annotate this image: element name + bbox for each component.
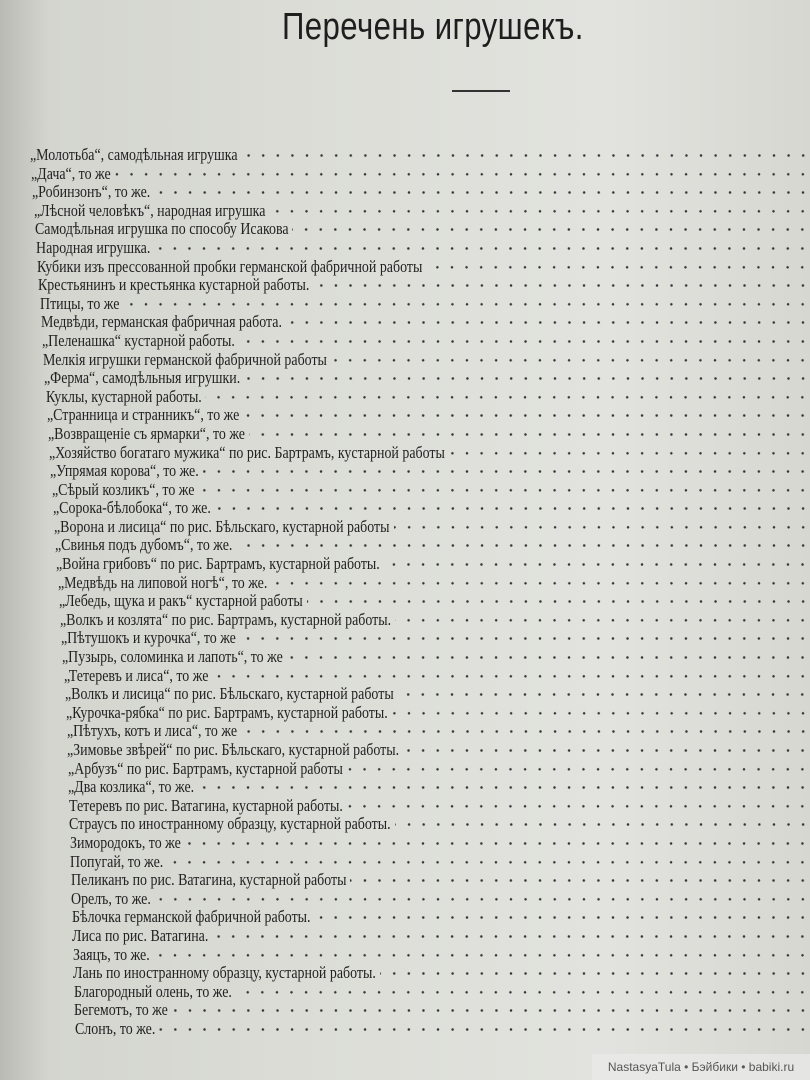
list-item — [0, 183, 810, 202]
dot-leader — [155, 183, 810, 202]
dot-leader — [380, 964, 810, 983]
list-item-text: Мелкія игрушки германской фабричной работы — [43, 350, 328, 369]
dot-leader — [287, 648, 810, 667]
list-item-text: Тетеревъ по рис. Ватагина, кустарной работы. — [68, 796, 343, 815]
dot-leader — [395, 815, 810, 834]
list-item-text: „Дача“, то же — [31, 164, 111, 183]
list-item-text: „Молотьба“, самодѣльная игрушка — [30, 146, 238, 164]
dot-leader — [271, 574, 810, 593]
list-item — [0, 648, 810, 667]
list-item-text: „Упрямая корова“, то же. — [50, 462, 200, 481]
list-item-text: „Возвращеніе съ ярмарки“, то же — [48, 424, 245, 443]
list-item — [0, 146, 810, 165]
dot-leader — [212, 667, 810, 686]
list-item-text: „Сорока-бѣлобока“, то же. — [52, 499, 211, 518]
page-title: Перечень игрушекъ. — [282, 6, 584, 48]
list-item — [0, 555, 810, 574]
dot-leader — [245, 369, 810, 388]
dot-leader — [235, 983, 810, 1002]
dot-leader — [242, 146, 810, 165]
list-item — [0, 741, 810, 760]
list-item — [0, 369, 810, 388]
list-item-text: Попугай, то же. — [70, 852, 164, 871]
list-item-text: Куклы, кустарной работы. — [45, 387, 202, 406]
list-item-text: „Тетеревъ и лиса“, то же — [63, 666, 208, 685]
dot-leader — [167, 853, 810, 872]
list-item-text: „Два козлика“, то же. — [68, 778, 195, 797]
list-item-text: Заяцъ, то же. — [72, 945, 150, 964]
list-item-text: Бегемотъ, то же — [74, 1001, 168, 1020]
dot-leader — [241, 722, 810, 741]
list-item — [0, 462, 810, 481]
list-item-text: „Ворона и лисица“ по рис. Бѣльскаго, кустарной работы — [54, 517, 390, 536]
dot-leader — [392, 704, 810, 723]
dot-leader — [240, 629, 810, 648]
toy-list — [0, 146, 810, 1039]
list-item — [0, 629, 810, 648]
list-item-text: „Волкъ и лисица“ по рис. Бѣльскаго, кустарной работы — [64, 685, 394, 704]
list-item — [0, 574, 810, 593]
list-item — [0, 202, 810, 221]
list-item — [0, 908, 810, 927]
dot-leader — [172, 1001, 810, 1020]
dot-leader — [395, 611, 810, 630]
dot-leader — [307, 592, 810, 611]
list-item — [0, 518, 810, 537]
list-item — [0, 351, 810, 370]
dot-leader — [123, 295, 810, 314]
list-item — [0, 388, 810, 407]
list-item-text: „Волкъ и козлята“ по рис. Бартрамъ, кустарной работы. — [60, 610, 392, 629]
list-item — [0, 927, 810, 946]
dot-leader — [249, 425, 810, 444]
dot-leader — [198, 778, 810, 797]
list-item — [0, 481, 810, 500]
list-item-text: „Робинзонъ“, то же. — [32, 183, 151, 202]
list-item — [0, 853, 810, 872]
list-item — [0, 536, 810, 555]
list-item — [0, 890, 810, 909]
list-item-text: Народная игрушка. — [36, 238, 151, 257]
list-item-text: Кубики изъ прессованной пробки германской фабричной работы — [37, 257, 423, 276]
dot-leader — [314, 276, 810, 295]
list-item-text: „Свинья подъ дубомъ“, то же. — [55, 536, 233, 555]
list-item-text: Птицы, то же — [39, 294, 120, 313]
list-item — [0, 685, 810, 704]
list-item-text: „Курочка-рябка“ по рис. Бартрамъ, кустарной работы. — [66, 703, 388, 722]
list-item-text: Самодѣльная игрушка по способу Исакова — [34, 220, 289, 239]
list-item — [0, 332, 810, 351]
list-item — [0, 499, 810, 518]
dot-leader — [397, 685, 810, 704]
dot-leader — [384, 555, 810, 574]
dot-leader — [292, 220, 810, 239]
list-item — [0, 239, 810, 258]
list-item — [0, 983, 810, 1002]
dot-leader — [215, 499, 810, 518]
list-item-text: „Лѣсной человѣкъ“, народная игрушка — [33, 201, 266, 220]
list-item-text: Зимородокъ, то же — [69, 833, 181, 852]
dot-leader — [198, 481, 810, 500]
list-item-text: „Зимовье звѣрей“ по рис. Бѣльскаго, кустарной работы. — [67, 741, 400, 759]
dot-leader — [212, 927, 810, 946]
list-item — [0, 964, 810, 983]
list-item-text: Благородный олень, то же. — [73, 982, 232, 1001]
dot-leader — [314, 908, 810, 927]
list-item-text: „Война грибовъ“ по рис. Бартрамъ, кустарной работы. — [56, 555, 381, 574]
dot-leader — [239, 332, 810, 351]
list-item-text: Лиса по рис. Ватагина. — [72, 926, 209, 945]
list-item-text: „Пѣтушокъ и курочка“, то же — [61, 629, 237, 648]
list-item — [0, 667, 810, 686]
list-item — [0, 592, 810, 611]
dot-leader — [205, 388, 810, 407]
list-item — [0, 406, 810, 425]
list-item — [0, 313, 810, 332]
list-item — [0, 425, 810, 444]
dot-leader — [346, 760, 810, 779]
list-item — [0, 165, 810, 184]
list-item-text: Медвѣди, германская фабричная работа. — [40, 313, 282, 332]
dot-leader — [269, 202, 810, 221]
dot-leader — [243, 406, 810, 425]
list-item-text: Орелъ, то же. — [71, 889, 151, 908]
list-item — [0, 722, 810, 741]
dot-leader — [184, 834, 810, 853]
list-item-text: „Ферма“, самодѣльныя игрушки. — [44, 369, 241, 388]
list-item-text: „Арбузъ“ по рис. Бартрамъ, кустарной работы — [67, 759, 343, 778]
list-item — [0, 1020, 810, 1039]
dot-leader — [350, 871, 810, 890]
list-item-text: „Лебедь, щука и ракъ“ кустарной работы — [58, 592, 303, 611]
list-item — [0, 797, 810, 816]
list-item-text: Пеликанъ по рис. Ватагина, кустарной работы — [70, 871, 346, 890]
list-item — [0, 871, 810, 890]
dot-leader — [403, 741, 810, 760]
watermark: NastasyaTula • Бэйбики • babiki.ru — [592, 1054, 810, 1080]
list-item-text: „Пеленашка“ кустарной работы. — [42, 331, 235, 350]
list-item — [0, 220, 810, 239]
dot-leader — [346, 797, 810, 816]
list-item — [0, 778, 810, 797]
list-item — [0, 704, 810, 723]
dot-leader — [154, 239, 810, 258]
dot-leader — [203, 462, 810, 481]
dot-leader — [115, 165, 810, 184]
list-item-text: Лань по иностранному образцу, кустарной работы. — [73, 964, 376, 983]
list-item-text: „Странница и странникъ“, то же — [46, 406, 240, 425]
list-item — [0, 444, 810, 463]
list-item-text: „Сѣрый козликъ“, то же — [51, 480, 195, 499]
list-item-text: „Пѣтухъ, котъ и лиса“, то же — [66, 722, 237, 741]
list-item-text: „Хозяйство богатаго мужика“ по рис. Бартрамъ, кустарной работы — [49, 443, 446, 462]
list-item-text: Бѣлочка германской фабричной работы. — [71, 908, 311, 927]
list-item — [0, 834, 810, 853]
list-item — [0, 815, 810, 834]
dot-leader — [449, 444, 810, 463]
dot-leader — [155, 890, 810, 909]
list-item — [0, 276, 810, 295]
dot-leader — [331, 351, 810, 370]
list-item-text: Крестьянинъ и крестьянка кустарной работы. — [38, 276, 310, 295]
list-item-text: „Пузырь, соломинка и лапоть“, то же — [62, 648, 284, 667]
dot-leader — [237, 536, 810, 555]
list-item — [0, 1001, 810, 1020]
list-item — [0, 760, 810, 779]
title-divider — [452, 90, 510, 92]
list-item-text: Страусъ по иностранному образцу, кустарной работы. — [69, 815, 391, 834]
list-item — [0, 946, 810, 965]
list-item-text: Слонъ, то же. — [74, 1019, 155, 1038]
list-item — [0, 258, 810, 277]
dot-leader — [426, 258, 810, 277]
dot-leader — [286, 313, 810, 332]
dot-leader — [153, 946, 810, 965]
list-item — [0, 611, 810, 630]
list-item-text: „Медвѣдь на липовой ногѣ“, то же. — [57, 573, 267, 592]
dot-leader — [159, 1020, 810, 1039]
dot-leader — [394, 518, 810, 537]
list-item — [0, 295, 810, 314]
